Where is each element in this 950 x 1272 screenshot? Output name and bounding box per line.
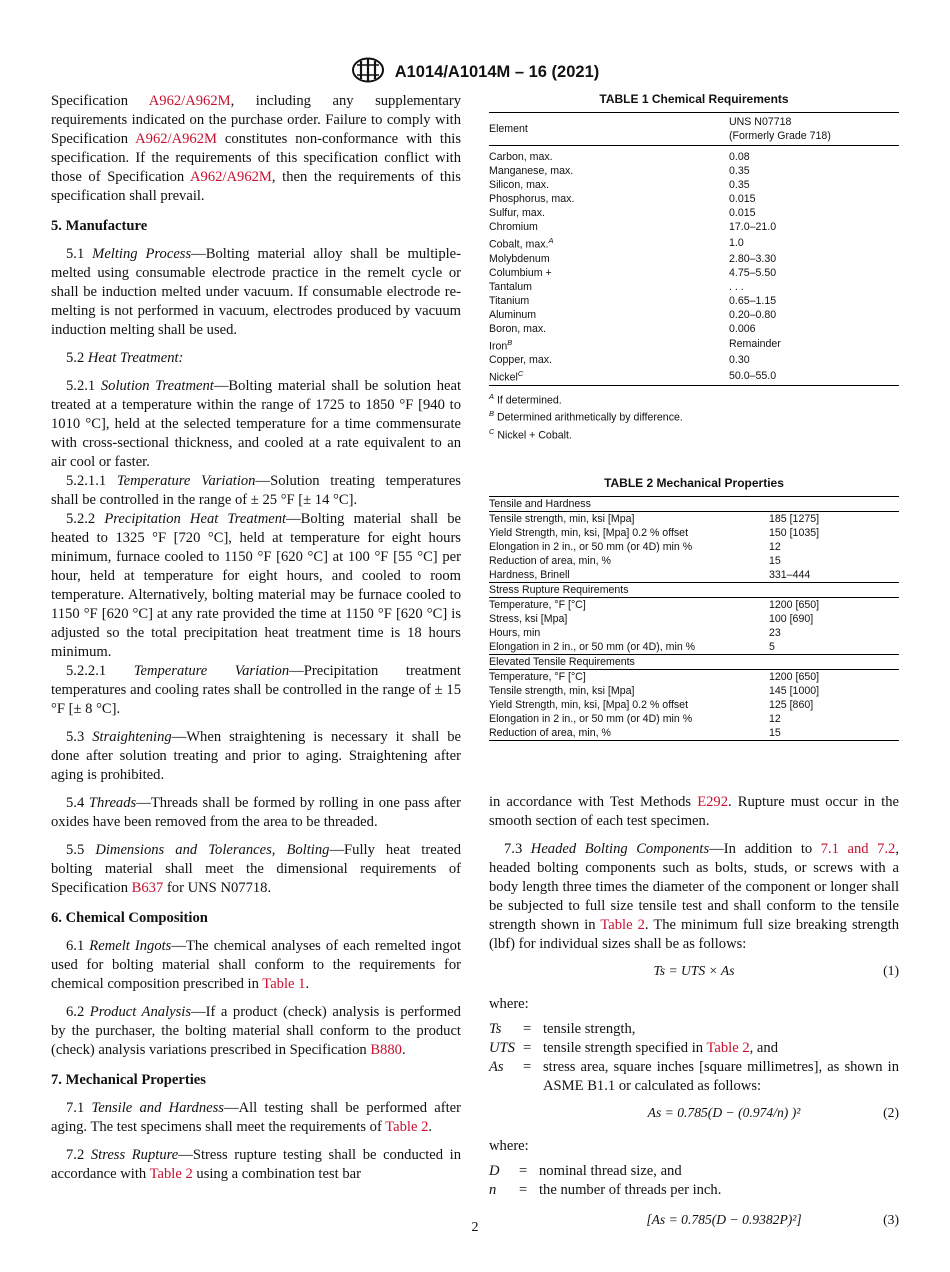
link-7-1-and-7-2[interactable]: 7.1 and 7.2 xyxy=(820,841,896,858)
table-row xyxy=(489,164,899,178)
where-label: where: xyxy=(489,996,529,1013)
table-1-body xyxy=(489,146,899,386)
value-cell: 185 [1275] xyxy=(769,513,820,526)
value-cell: Remainder xyxy=(729,338,781,351)
table-row xyxy=(489,640,899,655)
property-cell: Temperature, °F [°C] xyxy=(489,671,586,684)
table-row xyxy=(489,280,899,294)
value-cell: 17.0–21.0 xyxy=(729,221,777,233)
table-row xyxy=(489,612,899,626)
table-row xyxy=(489,220,899,234)
element-cell: Molybdenum xyxy=(489,252,550,265)
paragraph-5-2-2-1: 5.2.2.1 Temperature Variation—Precipitation treatment temperatures and cooling rates shall be controlled in the range of ± 15 °F [± 8 °C]. xyxy=(51,663,461,717)
link-b880[interactable]: B880 xyxy=(370,1042,402,1058)
value-cell: 1.0 xyxy=(729,236,744,249)
equation-2-number: (2) xyxy=(883,1105,899,1121)
equation-1-number: (1) xyxy=(883,963,899,979)
table-row xyxy=(489,568,899,583)
value-cell: 0.65–1.15 xyxy=(729,294,777,307)
paragraph-5-2-2: 5.2.2 Precipitation Heat Treatment—Bolting material shall be heated to 1325 °F [720 °C], held at temperature for eight hours minimum, furnace cooled to 1150 °F [620 °C] at 100 °F [55 °C] per hour, held at temperature for eight hours, and cooled to room temperature. Alternatively, bolting material may be furnace cooled to 1150 °F [620 °C] at any rate provided the time at 1150 °F [620 °C] is adjusted so the total precipitation heat treatment time is 18 hours minimum. xyxy=(51,511,461,660)
table-row xyxy=(489,178,899,192)
table-row xyxy=(489,192,899,206)
table-2-title: TABLE 2 Mechanical Properties xyxy=(604,476,784,491)
property-cell: Hours, min xyxy=(489,627,541,640)
link-table-2[interactable]: Table 2 xyxy=(149,1166,193,1182)
table-section-heading: Elevated Tensile Requirements xyxy=(489,655,899,670)
column-header-element: Element xyxy=(489,113,729,146)
value-cell: 0.35 xyxy=(729,165,750,177)
section-heading-mechanical-properties: 7. Mechanical Properties xyxy=(51,1072,206,1088)
element-cell: Tantalum xyxy=(489,280,532,293)
definition-row: Ts = tensile strength, xyxy=(489,1021,636,1038)
paragraph-5-1: 5.1 Melting Process—Bolting material alloy shall be multiple-melted using consumable electrode practice in the remelt cycle or shall be induction melted under vacuum. If consumable electrode re-melting is not performed in vacuum, electrodes produced by vacuum induction melting shall be used. xyxy=(51,246,462,338)
footnote: $^B$ Determined arithmetically by difference. xyxy=(489,409,683,424)
paragraph-5-3: 5.3 Straightening—When straightening is necessary it shall be done after solution treating and prior to aging. Straightening after aging is prohibited. xyxy=(51,729,462,783)
paragraph-5-4: 5.4 Threads—Threads shall be formed by rolling in one pass after oxides have been removed from the area to be threaded. xyxy=(51,795,461,830)
element-cell: Copper, max. xyxy=(489,354,553,367)
value-cell: 0.015 xyxy=(729,193,756,205)
link-table-2[interactable]: Table 2 xyxy=(706,1040,750,1057)
value-cell: 23 xyxy=(769,627,781,640)
definitions-list xyxy=(489,1020,899,1096)
value-cell: 0.08 xyxy=(729,151,750,163)
table-row xyxy=(489,684,899,698)
element-cell: Carbon, max. xyxy=(489,151,553,163)
table-1-footnotes xyxy=(489,390,899,443)
property-cell: Yield Strength, min, ksi, [Mpa] 0.2 % offset xyxy=(489,527,689,540)
paragraph-6-1: 6.1 Remelt Ingots—The chemical analyses of each remelted ingot used for bolting material shall conform to the requirements for chemical composition prescribed in Table 1. xyxy=(51,938,461,992)
equation-3-number: (3) xyxy=(883,1212,899,1228)
link-table-2[interactable]: Table 2 xyxy=(600,917,645,934)
property-cell: Reduction of area, min, % xyxy=(489,727,611,740)
value-cell: 0.015 xyxy=(729,207,756,219)
element-cell: Iron$^B$ xyxy=(489,337,513,353)
paragraph-continuation: in accordance with Test Methods E292. Rupture must occur in the smooth section of each test specimen. xyxy=(489,794,899,830)
value-cell: 1200 [650] xyxy=(769,599,820,612)
paragraph-5-5: 5.5 Dimensions and Tolerances, Bolting—Fully heat treated bolting material shall meet the dimensional requirements of Specification B637 for UNS N07718. xyxy=(51,842,462,896)
table-row xyxy=(489,598,899,613)
equation-1-formula: Ts = UTS × As xyxy=(653,963,735,979)
link-b637[interactable]: B637 xyxy=(131,880,164,896)
element-cell: Cobalt, max.$^A$ xyxy=(489,236,554,251)
link-e292[interactable]: E292 xyxy=(697,794,728,811)
value-cell: 15 xyxy=(769,727,781,740)
paragraph-continuation: Specification A962/A962M, including any supplementary requirements indicated on the purchase order. Failure to comply with Specification A962/A962M constitutes non-conformance with this specification. If the requirements of this specification conflict with those of Specification A962/A962M, then the requirements of this specification shall prevail. xyxy=(51,93,462,204)
equation-2 xyxy=(549,1105,899,1127)
table-row xyxy=(489,294,899,308)
astm-logo-icon xyxy=(351,57,385,88)
value-cell: 4.75–5.50 xyxy=(729,266,777,279)
element-cell: Phosphorus, max. xyxy=(489,193,575,205)
definition-row: UTS = tensile strength specified in Table 2, and xyxy=(489,1040,778,1057)
table-row xyxy=(489,308,899,322)
element-cell: Titanium xyxy=(489,294,530,307)
table-row xyxy=(489,540,899,554)
paragraph-5-2-1-1: 5.2.1.1 Temperature Variation—Solution treating temperatures shall be controlled in the range of ± 25 °F [± 14 °C]. xyxy=(51,473,461,508)
table-2-body xyxy=(489,497,899,741)
property-cell: Temperature, °F [°C] xyxy=(489,599,586,612)
table-row xyxy=(489,353,899,367)
table-row xyxy=(489,146,899,165)
value-cell: 0.20–0.80 xyxy=(729,308,777,321)
table-section-heading: Tensile and Hardness xyxy=(489,497,899,512)
definition-row: n = the number of threads per inch. xyxy=(489,1182,722,1199)
page-header xyxy=(0,57,950,88)
equation-2-formula: As = 0.785(D − (0.974/n) )² xyxy=(647,1105,801,1121)
table-chemical-requirements xyxy=(489,112,899,386)
table-row xyxy=(489,726,899,741)
value-cell: 145 [1000] xyxy=(769,685,820,698)
table-mechanical-properties xyxy=(489,496,899,741)
value-cell: . . . xyxy=(729,280,744,293)
table-row xyxy=(489,234,899,252)
paragraph-7-3: 7.3 Headed Bolting Components—In addition to 7.1 and 7.2, headed bolting components such as bolts, studs, or screws with a body length three times the diameter of the component or longer shall be subjected to full size tensile test and shall conform to the tensile strength shown in Table 2. The minimum full size breaking strength (lbf) for individual sizes shall be as follows: xyxy=(489,841,899,953)
link-table-1[interactable]: Table 1 xyxy=(262,976,306,992)
section-heading-manufacture: 5. Manufacture xyxy=(51,218,148,234)
value-cell: 12 xyxy=(769,713,781,726)
link-a962[interactable]: A962/A962M xyxy=(135,131,217,147)
table-row xyxy=(489,626,899,640)
link-table-2[interactable]: Table 2 xyxy=(385,1119,429,1135)
table-row xyxy=(489,526,899,540)
left-column xyxy=(51,92,461,1193)
element-cell: Chromium xyxy=(489,221,538,233)
value-cell: 2.80–3.30 xyxy=(729,252,777,265)
value-cell: 5 xyxy=(769,641,775,654)
element-cell: Silicon, max. xyxy=(489,179,550,191)
value-cell: 50.0–55.0 xyxy=(729,369,777,382)
element-cell: Columbium + xyxy=(489,266,552,279)
footnote: $^A$ If determined. xyxy=(489,391,562,407)
paragraph-6-2: 6.2 Product Analysis—If a product (check) analysis is performed by the purchaser, the bolting material shall conform to the product (check) analysis variations prescribed in Specification B880. xyxy=(51,1004,461,1058)
value-cell: 100 [690] xyxy=(769,613,814,626)
value-cell: 0.30 xyxy=(729,354,750,367)
page-number: 2 xyxy=(471,1220,479,1235)
value-cell: 12 xyxy=(769,541,781,554)
definition-row: D = nominal thread size, and xyxy=(489,1163,682,1180)
value-cell: 15 xyxy=(769,555,781,568)
definition-row: As = stress area, square inches [square millimetres], as shown in ASME B1.1 or calculated as follows: xyxy=(489,1059,899,1095)
value-cell: 125 [860] xyxy=(769,699,814,712)
property-cell: Reduction of area, min, % xyxy=(489,555,611,568)
link-a962[interactable]: A962/A962M xyxy=(190,169,272,185)
equation-3-formula: [As = 0.785(D − 0.9382P)²] xyxy=(646,1212,802,1228)
where-label: where: xyxy=(489,1138,529,1155)
value-cell: 1200 [650] xyxy=(769,671,820,684)
table-row xyxy=(489,367,899,385)
paragraph-7-1: 7.1 Tensile and Hardness—All testing shall be performed after aging. The test specimens shall meet the requirements of Table 2. xyxy=(51,1100,461,1135)
element-cell: Manganese, max. xyxy=(489,165,574,177)
link-a962[interactable]: A962/A962M xyxy=(148,93,231,109)
section-heading-chemical-composition: 6. Chemical Composition xyxy=(51,910,208,926)
table-row xyxy=(489,266,899,280)
document-designation: A1014/A1014M – 16 (2021) xyxy=(394,62,600,81)
property-cell: Yield Strength, min, ksi, [Mpa] 0.2 % offset xyxy=(489,699,689,712)
element-cell: Sulfur, max. xyxy=(489,207,545,219)
equation-1 xyxy=(489,963,899,985)
column-header-uns: UNS N07718 (Formerly Grade 718) xyxy=(729,113,899,146)
element-cell: Nickel$^C$ xyxy=(489,369,524,384)
property-cell: Elongation in 2 in., or 50 mm (or 4D) min % xyxy=(489,541,693,554)
table-row xyxy=(489,322,899,336)
value-cell: 0.006 xyxy=(729,322,756,335)
value-cell: 150 [1035] xyxy=(769,527,820,540)
value-cell: 331–444 xyxy=(769,569,811,582)
footnote: $^C$ Nickel + Cobalt. xyxy=(489,426,572,442)
paragraph-5-2-1: 5.2.1 Solution Treatment—Bolting material shall be solution heat treated at a temperature within the range of 1725 to 1850 °F [940 to 1010 °C], held at the selected temperature for a time commensurate with cross-sectional thickness, and cooled at a rate equivalent to an air cool or faster. xyxy=(51,378,462,470)
table-row xyxy=(489,698,899,712)
element-cell: Boron, max. xyxy=(489,322,547,335)
property-cell: Tensile strength, min, ksi [Mpa] xyxy=(489,513,635,526)
table-row xyxy=(489,252,899,266)
table-row xyxy=(489,512,899,527)
paragraph-7-2: 7.2 Stress Rupture—Stress rupture testing shall be conducted in accordance with Table 2 using a combination test bar xyxy=(51,1147,462,1182)
table-row xyxy=(489,670,899,685)
element-cell: Aluminum xyxy=(489,308,537,321)
table-section-heading: Stress Rupture Requirements xyxy=(489,583,899,598)
definitions-list xyxy=(489,1162,899,1200)
value-cell: 0.35 xyxy=(729,179,750,191)
property-cell: Elongation in 2 in., or 50 mm (or 4D), min % xyxy=(489,641,696,654)
property-cell: Stress, ksi [Mpa] xyxy=(489,613,568,626)
property-cell: Tensile strength, min, ksi [Mpa] xyxy=(489,685,635,698)
table-row xyxy=(489,336,899,354)
table-1-title: TABLE 1 Chemical Requirements xyxy=(599,92,789,106)
table-row xyxy=(489,712,899,726)
property-cell: Elongation in 2 in., or 50 mm (or 4D) min % xyxy=(489,713,693,726)
table-row xyxy=(489,206,899,220)
paragraph-5-2: 5.2 Heat Treatment: xyxy=(66,350,184,366)
table-row xyxy=(489,554,899,568)
property-cell: Hardness, Brinell xyxy=(489,569,570,582)
right-column xyxy=(489,92,899,1244)
